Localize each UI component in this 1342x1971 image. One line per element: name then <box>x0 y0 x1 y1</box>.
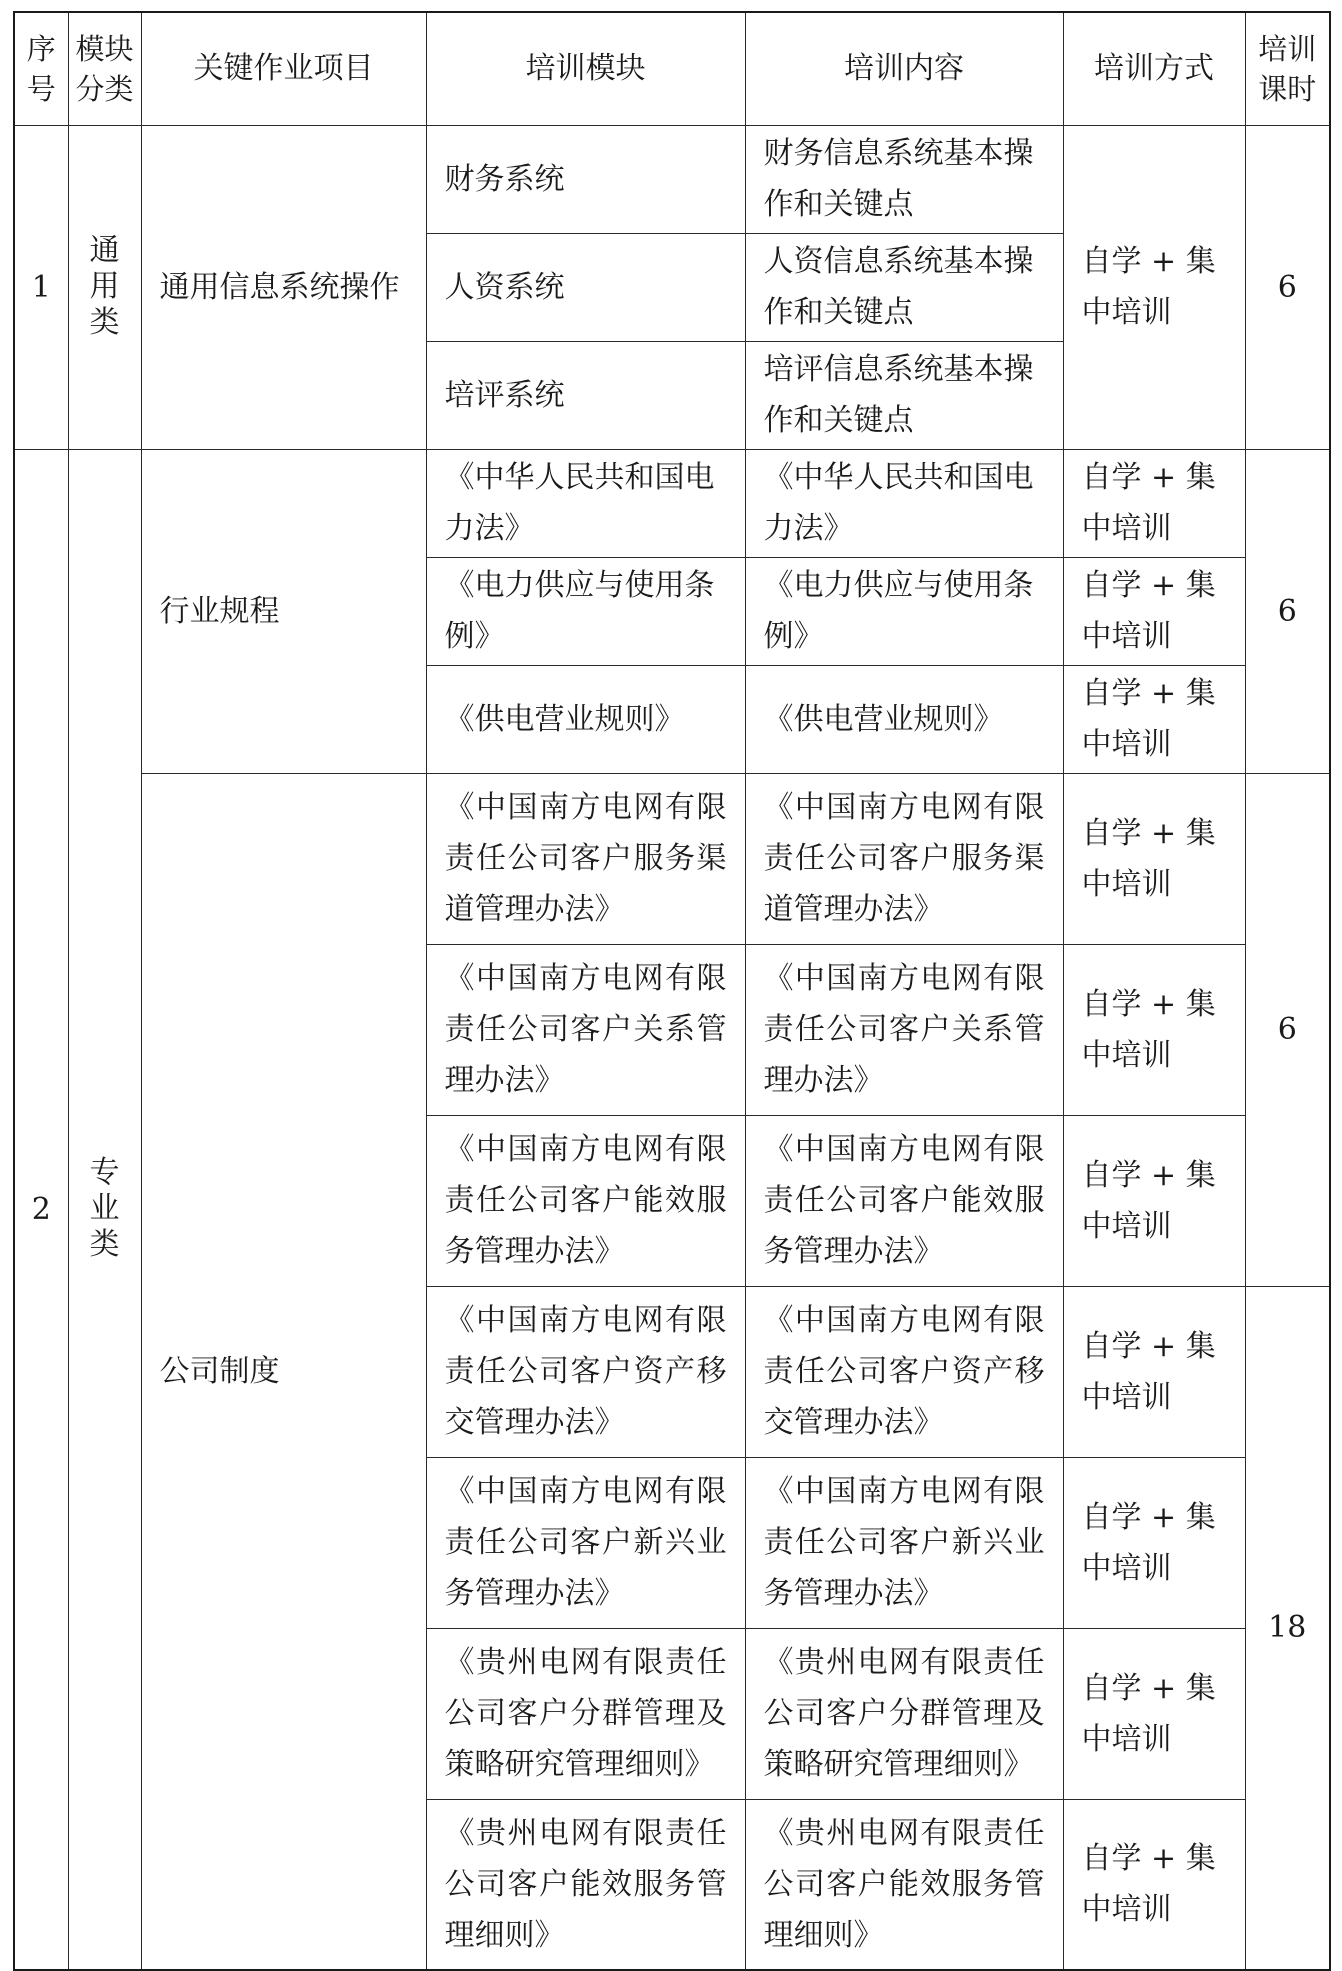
hours-cell: 6 <box>1245 125 1330 449</box>
category-char: 类 <box>89 305 120 340</box>
header-seq-line2: 号 <box>26 71 56 106</box>
key-item-cell: 公司制度 <box>141 773 426 1970</box>
module-cell: 培评系统 <box>426 341 745 449</box>
table-row <box>14 449 1330 557</box>
module-cell: 《中国南方电网有限责任公司客户服务渠道管理办法》 <box>426 773 745 944</box>
content-cell: 《中国南方电网有限责任公司客户资产移交管理办法》 <box>745 1286 1063 1457</box>
module-cell: 《贵州电网有限责任公司客户能效服务管理细则》 <box>426 1799 745 1970</box>
content-cell: 人资信息系统基本操作和关键点 <box>745 233 1063 341</box>
method-cell: 自学 + 集中培训 <box>1063 944 1245 1115</box>
module-cell: 人资系统 <box>426 233 745 341</box>
content-cell: 培评信息系统基本操作和关键点 <box>745 341 1063 449</box>
header-seq <box>14 12 68 125</box>
training-table-wrapper <box>13 11 1331 1971</box>
content-cell: 《电力供应与使用条例》 <box>745 557 1063 665</box>
training-table <box>13 11 1331 1971</box>
content-cell: 《中国南方电网有限责任公司客户服务渠道管理办法》 <box>745 773 1063 944</box>
header-hours-line2: 课时 <box>1258 71 1317 106</box>
content-cell: 《中国南方电网有限责任公司客户关系管理办法》 <box>745 944 1063 1115</box>
header-category-line2: 分类 <box>75 71 134 106</box>
hours-cell: 6 <box>1245 773 1330 1286</box>
header-key-item: 关键作业项目 <box>141 12 426 125</box>
content-cell: 财务信息系统基本操作和关键点 <box>745 125 1063 233</box>
table-row <box>14 773 1330 944</box>
header-method: 培训方式 <box>1063 12 1245 125</box>
content-cell: 《中国南方电网有限责任公司客户新兴业务管理办法》 <box>745 1457 1063 1628</box>
module-cell: 《供电营业规则》 <box>426 665 745 773</box>
method-cell: 自学 + 集中培训 <box>1063 1286 1245 1457</box>
method-cell: 自学 + 集中培训 <box>1063 449 1245 557</box>
header-seq-line1: 序 <box>26 31 56 66</box>
header-hours <box>1245 12 1330 125</box>
module-cell: 《贵州电网有限责任公司客户分群管理及策略研究管理细则》 <box>426 1628 745 1799</box>
method-cell: 自学 + 集中培训 <box>1063 1457 1245 1628</box>
content-cell: 《供电营业规则》 <box>745 665 1063 773</box>
content-cell: 《中华人民共和国电力法》 <box>745 449 1063 557</box>
category-char: 通 <box>89 233 120 268</box>
category-cell <box>68 125 141 449</box>
category-cell <box>68 449 141 1970</box>
key-item-cell: 行业规程 <box>141 449 426 773</box>
header-hours-line1: 培训 <box>1258 31 1317 66</box>
header-row <box>14 12 1330 125</box>
method-cell: 自学 + 集中培训 <box>1063 1115 1245 1286</box>
seq-cell: 1 <box>14 125 68 449</box>
module-cell: 《中国南方电网有限责任公司客户关系管理办法》 <box>426 944 745 1115</box>
content-cell: 《贵州电网有限责任公司客户能效服务管理细则》 <box>745 1799 1063 1970</box>
header-module: 培训模块 <box>426 12 745 125</box>
method-cell: 自学 + 集中培训 <box>1063 125 1245 449</box>
method-cell: 自学 + 集中培训 <box>1063 557 1245 665</box>
hours-cell: 6 <box>1245 449 1330 773</box>
method-cell: 自学 + 集中培训 <box>1063 1628 1245 1799</box>
module-cell: 财务系统 <box>426 125 745 233</box>
header-category-line1: 模块 <box>75 31 134 66</box>
category-char: 用 <box>89 269 120 304</box>
category-char: 专 <box>89 1155 120 1191</box>
method-cell: 自学 + 集中培训 <box>1063 773 1245 944</box>
module-cell: 《中国南方电网有限责任公司客户新兴业务管理办法》 <box>426 1457 745 1628</box>
table-row <box>14 125 1330 233</box>
hours-cell: 18 <box>1245 1286 1330 1970</box>
method-cell: 自学 + 集中培训 <box>1063 1799 1245 1970</box>
module-cell: 《中国南方电网有限责任公司客户资产移交管理办法》 <box>426 1286 745 1457</box>
header-content: 培训内容 <box>745 12 1063 125</box>
header-category <box>68 12 141 125</box>
seq-cell: 2 <box>14 449 68 1970</box>
method-cell: 自学 + 集中培训 <box>1063 665 1245 773</box>
content-cell: 《中国南方电网有限责任公司客户能效服务管理办法》 <box>745 1115 1063 1286</box>
module-cell: 《中华人民共和国电力法》 <box>426 449 745 557</box>
category-char: 类 <box>89 1227 120 1263</box>
content-cell: 《贵州电网有限责任公司客户分群管理及策略研究管理细则》 <box>745 1628 1063 1799</box>
category-char: 业 <box>89 1191 120 1227</box>
module-cell: 《中国南方电网有限责任公司客户能效服务管理办法》 <box>426 1115 745 1286</box>
key-item-cell: 通用信息系统操作 <box>141 125 426 449</box>
module-cell: 《电力供应与使用条例》 <box>426 557 745 665</box>
